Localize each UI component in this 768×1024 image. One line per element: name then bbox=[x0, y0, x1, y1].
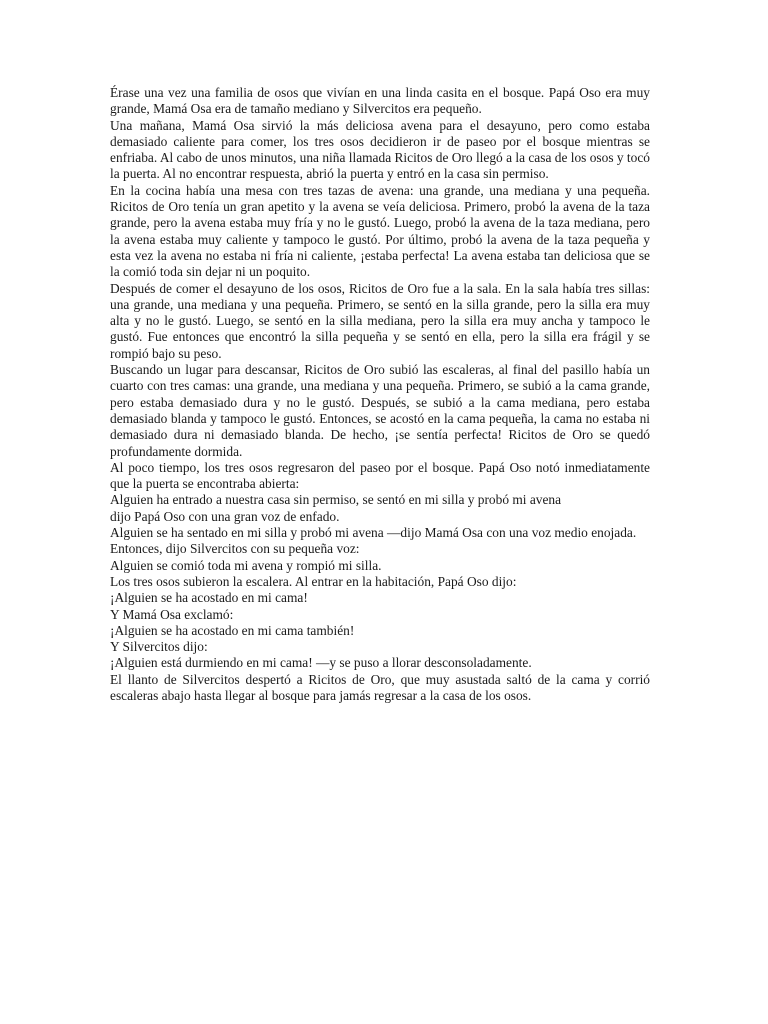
paragraph-ending: El llanto de Silvercitos despertó a Ricitos de Oro, que muy asustada saltó de la cama y corrió escaleras abajo hasta llegar al bosque para jamás regresar a la casa de los osos. bbox=[110, 671, 650, 703]
dialogue-line: Alguien se ha sentado en mi silla y probó mi avena —dijo Mamá Osa con una voz medio enojada. bbox=[110, 525, 637, 541]
dialogue-line: Los tres osos subieron la escalera. Al entrar en la habitación, Papá Oso dijo: bbox=[110, 573, 517, 589]
dialogue-line: dijo Papá Oso con una gran voz de enfado. bbox=[110, 508, 340, 524]
dialogue-line: Y Mamá Osa exclamó: bbox=[110, 606, 234, 622]
paragraph-bears-return: Al poco tiempo, los tres osos regresaron del paseo por el bosque. Papá Oso notó inmediatamente que la puerta se encontraba abierta: bbox=[110, 459, 650, 492]
dialogue-line: ¡Alguien está durmiendo en mi cama! —y se puso a llorar desconsoladamente. bbox=[110, 655, 532, 671]
document-page bbox=[110, 85, 650, 704]
dialogue-line: Y Silvercitos dijo: bbox=[110, 639, 208, 655]
paragraph-breakfast: Una mañana, Mamá Osa sirvió la más deliciosa avena para el desayuno, pero como estaba demasiado caliente para comer, los tres osos decidieron ir de paseo por el bosque mientras se enfriaba. Al cabo de unos minutos, una niña llamada Ricitos de Oro llegó a la casa de los osos y tocó la puerta. Al no encontrar respuesta, abrió la puerta y entró en la casa sin permiso. bbox=[110, 117, 650, 182]
paragraph-kitchen: En la cocina había una mesa con tres tazas de avena: una grande, una mediana y una pequeña. Ricitos de Oro tenía un gran apetito y la avena se veía deliciosa. Primero, probó la avena de la taza grande, pero la avena estaba muy fría y no le gustó. Luego, probó la avena de la taza mediana, pero la avena estaba muy caliente y tampoco le gustó. Por último, probó la avena de la taza pequeña y esta vez la avena no estaba ni fría ni caliente, ¡estaba perfecta! La avena estaba tan deliciosa que se la comió toda sin dejar ni un poquito. bbox=[110, 182, 650, 280]
paragraph-living-room: Después de comer el desayuno de los osos, Ricitos de Oro fue a la sala. En la sala había tres sillas: una grande, una mediana y una pequeña. Primero, se sentó en la silla grande, pero la silla era muy alta y no le gustó. Luego, se sentó en la silla mediana, pero la silla era muy ancha y tampoco le gustó. Fue entonces que encontró la silla pequeña y se sentó en ella, pero la silla era frágil y se rompió bajo su peso. bbox=[110, 280, 650, 361]
dialogue-line: Alguien se comió toda mi avena y rompió mi silla. bbox=[110, 557, 382, 573]
dialogue-line: ¡Alguien se ha acostado en mi cama también! bbox=[110, 622, 355, 638]
dialogue-line: Alguien ha entrado a nuestra casa sin permiso, se sentó en mi silla y probó mi avena bbox=[110, 492, 562, 508]
paragraph-intro: Érase una vez una familia de osos que vivían en una linda casita en el bosque. Papá Oso era muy grande, Mamá Osa era de tamaño mediano y Silvercitos era pequeño. bbox=[110, 85, 650, 117]
dialogue-line: ¡Alguien se ha acostado en mi cama! bbox=[110, 590, 308, 606]
paragraph-bedroom: Buscando un lugar para descansar, Ricitos de Oro subió las escaleras, al final del pasillo había un cuarto con tres camas: una grande, una mediana y una pequeña. Primero, se subió a la cama grande, pero estaba demasiado dura y no le gustó. Después, se subió a la cama mediana, pero estaba demasiado blanda y tampoco le gustó. Entonces, se acostó en la cama pequeña, la cama no estaba ni demasiado dura ni demasiado blanda. De hecho, ¡se sentía perfecta! Ricitos de Oro se quedó profundamente dormida. bbox=[110, 362, 650, 459]
dialogue-line: Entonces, dijo Silvercitos con su pequeña voz: bbox=[110, 541, 360, 557]
